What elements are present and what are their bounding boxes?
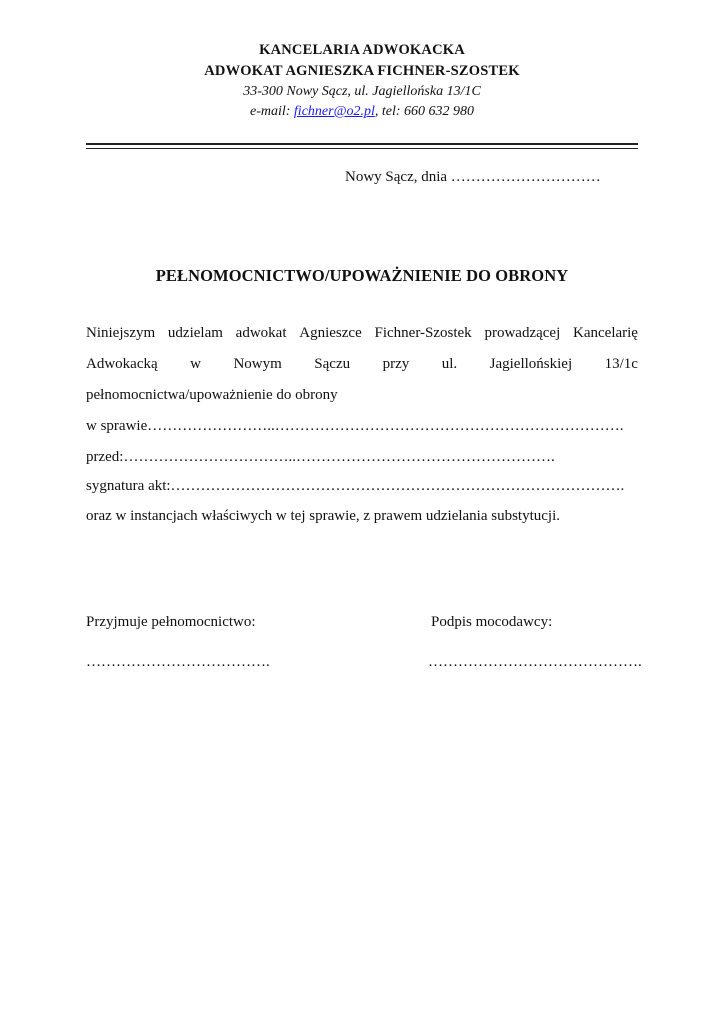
body-word: udzielam [167,325,223,341]
case-number-field-line: sygnatura akt:………………………………………………………………………………. [86,478,625,494]
body-line-2 [86,356,638,373]
body-word: Niniejszym [86,325,156,341]
header-divider-thin [86,148,638,149]
body-line-7: oraz w instancjach właściwych w tej sprawie, z prawem udzielania substytucji. [86,508,561,524]
lawyer-name: ADWOKAT AGNIESZKA FICHNER-SZOSTEK [204,63,520,79]
body-word: Agnieszce [299,325,362,341]
client-signature-line: ……………………………………. [428,654,642,670]
body-word: Fichner-Szostek [374,325,472,341]
body-word: przy [382,356,410,372]
body-word: prowadzącej [484,325,561,341]
firm-name: KANCELARIA ADWOKACKA [259,42,465,58]
header-divider-thick [86,143,638,145]
email-prefix: e-mail: [249,104,294,119]
client-signature-label: Podpis mocodawcy: [431,614,553,630]
body-word: adwokat [235,325,287,341]
body-line-3: pełnomocnictwa/upoważnienie do obrony [86,387,338,403]
body-line-1 [86,325,638,342]
court-field-line: przed:……………………………..……………………………………………. [86,449,555,465]
body-word: Adwokacką [86,356,158,372]
body-word: 13/1c [604,356,638,372]
document-title: PEŁNOMOCNICTWO/UPOWAŻNIENIE DO OBRONY [155,266,569,285]
body-word: Jagiellońskiej [489,356,573,372]
attorney-signature-line: ………………………………. [86,654,270,670]
firm-contact [86,104,638,120]
place-date-line: Nowy Sącz, dnia ………………………… [345,169,601,185]
phone-number: , tel: 660 632 980 [374,104,475,119]
body-word: Sączu [314,356,351,372]
attorney-acceptance-label: Przyjmuje pełnomocnictwo: [86,614,256,630]
body-word: ul. [441,356,458,372]
body-word: w [190,356,201,372]
email-link[interactable]: fichner@o2.pl [293,104,375,119]
body-word: Nowym [233,356,282,372]
case-field-line: w sprawie……………………..……………………………………………………………. [86,418,624,434]
firm-address: 33-300 Nowy Sącz, ul. Jagiellońska 13/1C [243,84,481,99]
body-word: Kancelarię [573,325,638,341]
